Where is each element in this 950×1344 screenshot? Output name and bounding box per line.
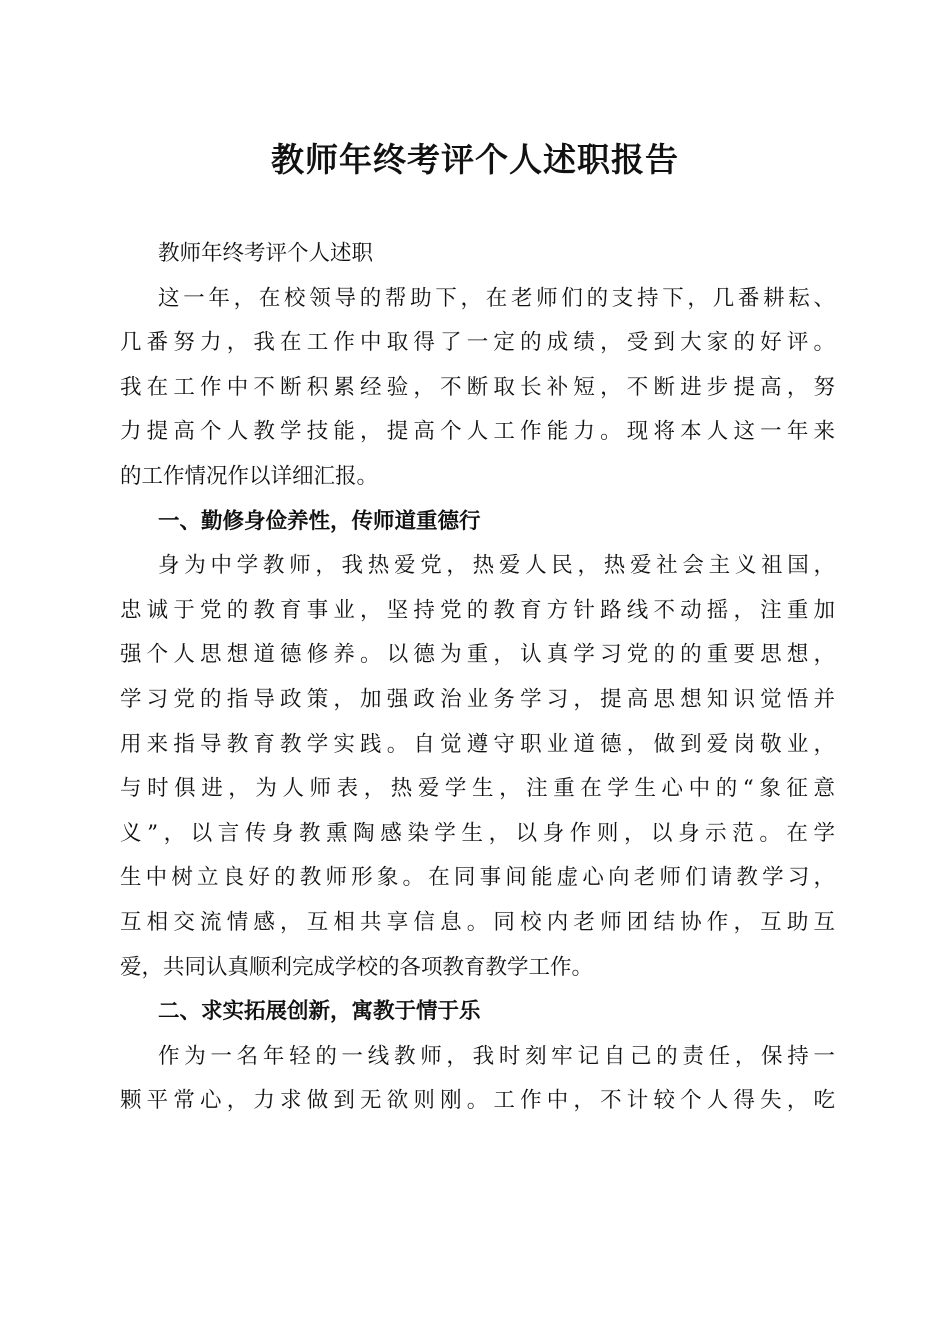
paragraph-line: 强个人思想道德修养。以德为重，认真学习党的的重要思想， <box>120 642 835 668</box>
paragraph-line: 我在工作中不断积累经验，不断取长补短，不断进步提高，努 <box>120 374 835 400</box>
document-body <box>120 232 835 1124</box>
paragraph-line: 忠诚于党的教育事业，坚持党的教育方针路线不动摇，注重加 <box>120 597 835 623</box>
paragraph-line: 的工作情况作以详细汇报。 <box>120 463 379 489</box>
paragraph-line: 身为中学教师，我热爱党，热爱人民，热爱社会主义祖国， <box>158 553 835 579</box>
section-heading: 一、勤修身俭养性，传师道重德行 <box>158 508 481 534</box>
paragraph-line: 与时俱进，为人师表，热爱学生，注重在学生心中的“象征意 <box>120 776 835 802</box>
section-heading: 二、求实拓展创新，寓教于情于乐 <box>158 999 481 1025</box>
document-title: 教师年终考评个人述职报告 <box>271 140 679 179</box>
paragraph-line: 义”，以言传身教熏陶感染学生，以身作则，以身示范。在学 <box>120 820 835 846</box>
paragraph-line: 爱，共同认真顺利完成学校的各项教育教学工作。 <box>120 954 594 980</box>
paragraph-line: 学习党的指导政策，加强政治业务学习，提高思想知识觉悟并 <box>120 686 835 712</box>
paragraph-line: 几番努力，我在工作中取得了一定的成绩，受到大家的好评。 <box>120 330 835 356</box>
paragraph-line: 力提高个人教学技能，提高个人工作能力。现将本人这一年来 <box>120 419 835 445</box>
paragraph-line: 生中树立良好的教师形象。在同事间能虚心向老师们请教学习， <box>120 865 835 891</box>
paragraph-line: 用来指导教育教学实践。自觉遵守职业道德，做到爱岗敬业， <box>120 731 835 757</box>
paragraph-line: 作为一名年轻的一线教师，我时刻牢记自己的责任，保持一 <box>158 1043 835 1069</box>
paragraph-line: 互相交流情感，互相共享信息。同校内老师团结协作，互助互 <box>120 909 835 935</box>
intro-line: 教师年终考评个人述职 <box>158 241 374 266</box>
paragraph-line: 颗平常心，力求做到无欲则刚。工作中，不计较个人得失，吃 <box>120 1088 835 1114</box>
paragraph-line: 这一年，在校领导的帮助下，在老师们的支持下，几番耕耘、 <box>158 285 835 311</box>
